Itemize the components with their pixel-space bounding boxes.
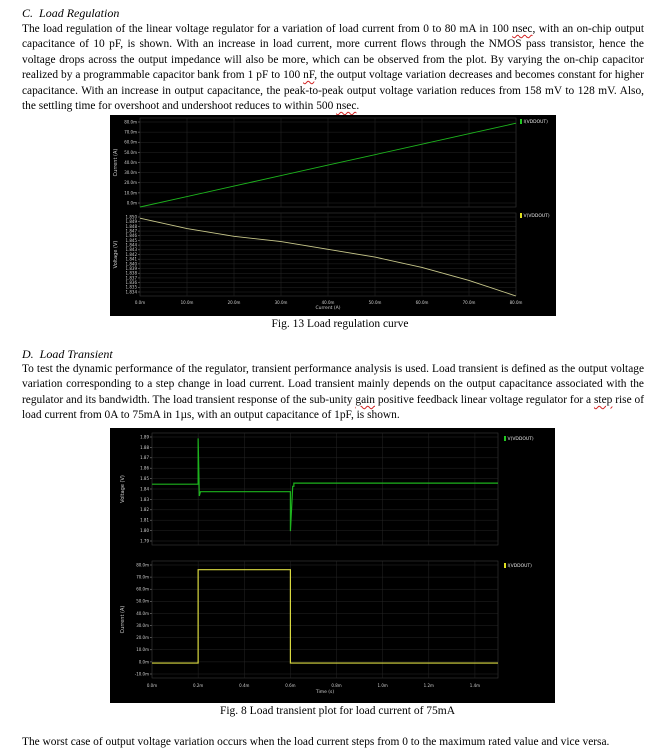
figure-13-plot — [110, 115, 556, 316]
y-tick-label: 0.0m — [138, 659, 149, 665]
y-tick-label: 1.88 — [140, 444, 149, 450]
x-tick-label: 1.0m — [377, 683, 388, 688]
y-tick-label: 1.82 — [140, 507, 149, 513]
x-tick-label: 10.0m — [180, 300, 194, 305]
y-tick-label: 70.0m — [136, 574, 149, 580]
y-tick-label: 1.79 — [140, 538, 149, 544]
plot-background — [110, 115, 556, 316]
heading-letter: C. — [22, 6, 34, 20]
y-tick-label: 1.843 — [125, 247, 137, 253]
y-tick-label: 1.849 — [125, 219, 137, 225]
y-tick-label: 1.840 — [125, 261, 137, 267]
y-tick-label: 60.0m — [136, 586, 149, 592]
x-axis-label: Current (A) — [315, 306, 341, 311]
y-tick-label: 1.845 — [125, 237, 137, 243]
x-tick-label: 40.0m — [321, 300, 335, 305]
y-tick-label: 50.0m — [124, 149, 137, 155]
y-tick-label: 30.0m — [136, 622, 149, 628]
y-axis-label: Current (A) — [120, 605, 126, 634]
x-axis-label: Time (s) — [315, 690, 335, 695]
paragraph-load-regulation: The load regulation of the linear voltage regulator for a variation of load current from 0 to 80 mA in 100 nsec, with an on-chip output capacitance of 10 pF, is shown. With an increase in load current, more current flows through the NMOS pass transistor, hence the voltage drops across the output impedance will also be more, which can be observed from the plot. By varying the on-chip capacitor realized by a programmable capacitor bank from 1 pF to 100 nF, the output voltage variation decreases and becomes constant for higher capacitance. With an increase in output capacitance, the peak-to-peak output voltage variation reduces from 158 mV to 128 mV. Also, the settling time for overshoot and undershoot reduces to within 500 nsec. — [22, 23, 644, 113]
section-heading-load-transient — [22, 347, 113, 362]
y-tick-label: 0.0m — [126, 200, 137, 206]
y-axis-label: Voltage (V) — [113, 240, 119, 269]
y-tick-label: 1.838 — [125, 270, 137, 276]
legend-label: I(VDDOUT) — [507, 564, 532, 569]
y-tick-label: 1.81 — [140, 517, 149, 523]
y-tick-label: 1.837 — [125, 275, 137, 281]
x-tick-label: 20.0m — [227, 300, 241, 305]
y-tick-label: 40.0m — [136, 610, 149, 616]
closing-sentence: The worst case of output voltage variation occurs when the load current steps from 0 to the maximum rated value and vice versa. — [22, 736, 610, 748]
legend-swatch — [520, 119, 522, 124]
section-heading-load-regulation — [22, 6, 119, 21]
y-tick-label: 60.0m — [124, 139, 137, 145]
y-tick-label: 1.87 — [140, 455, 149, 461]
y-tick-label: 50.0m — [136, 598, 149, 604]
y-tick-label: 70.0m — [124, 129, 137, 135]
y-tick-label: 1.85 — [140, 476, 149, 481]
y-tick-label: 10.0m — [136, 647, 149, 653]
y-tick-label: 1.850 — [125, 214, 137, 220]
y-tick-label: 30.0m — [124, 170, 137, 176]
x-tick-label: 50.0m — [368, 300, 382, 305]
paragraph-load-transient: To test the dynamic performance of the regulator, transient performance analysis is used. Load transient is defined as the output voltage variation corresponding to a step change in load current. Load transient mainly depends on the output capacitance associated with the regulator and its bandwidth. The load transient response of the sub-unity gain positive feedback linear voltage regulator for a step rise of load current from 0A to 75mA in 1µs, with an output capacitance of 1pF, is shown. — [22, 363, 645, 422]
x-tick-label: 0.0m — [146, 683, 158, 688]
load-regulation-chart — [110, 115, 556, 316]
y-tick-label: -10.0m — [134, 671, 149, 677]
legend-label: I(VDDOUT) — [523, 120, 548, 125]
y-tick-label: 20.0m — [124, 180, 137, 186]
legend-swatch — [504, 436, 506, 441]
y-tick-label: 1.846 — [125, 233, 137, 239]
y-tick-label: 1.834 — [125, 289, 137, 295]
y-tick-label: 1.844 — [125, 242, 137, 248]
x-tick-label: 30.0m — [274, 300, 288, 305]
y-tick-label: 10.0m — [124, 190, 137, 196]
y-tick-label: 1.847 — [125, 228, 137, 234]
y-tick-label: 40.0m — [124, 159, 137, 165]
x-tick-label: 0.0m — [134, 300, 146, 305]
heading-title: Load Regulation — [39, 6, 120, 20]
figure-8-caption: Fig. 8 Load transient plot for load current of 75mA — [219, 705, 456, 717]
legend-swatch — [520, 213, 522, 218]
x-tick-label: 1.2m — [423, 683, 434, 688]
heading-letter: D. — [22, 347, 34, 361]
legend-label: V(VDDOUT) — [523, 214, 550, 219]
y-tick-label: 1.83 — [140, 496, 149, 502]
y-tick-label: 80.0m — [136, 562, 149, 568]
y-tick-label: 1.80 — [140, 528, 149, 533]
x-tick-label: 0.2m — [193, 683, 204, 688]
y-tick-label: 1.848 — [125, 223, 137, 229]
y-tick-label: 1.842 — [125, 251, 137, 257]
legend-swatch — [504, 563, 506, 568]
y-tick-label: 1.841 — [125, 256, 137, 262]
y-tick-label: 1.835 — [125, 284, 137, 290]
y-tick-label: 1.839 — [125, 265, 137, 271]
y-tick-label: 1.86 — [140, 465, 149, 471]
x-tick-label: 80.0m — [509, 300, 523, 305]
x-tick-label: 0.6m — [285, 683, 296, 688]
y-tick-label: 80.0m — [124, 119, 137, 125]
x-tick-label: 1.4m — [469, 683, 481, 688]
legend-label: V(VDDOUT) — [507, 437, 534, 442]
x-tick-label: 60.0m — [415, 300, 429, 305]
y-axis-label: Current (A) — [113, 148, 119, 177]
figure-8-plot — [110, 428, 555, 703]
y-tick-label: 1.836 — [125, 280, 137, 286]
figure-13-caption: Fig. 13 Load regulation curve — [271, 318, 409, 330]
x-tick-label: 0.8m — [331, 683, 342, 688]
y-tick-label: 20.0m — [136, 635, 149, 641]
heading-title: Load Transient — [39, 347, 113, 361]
x-tick-label: 0.4m — [239, 683, 250, 688]
y-axis-label: Voltage (V) — [120, 475, 126, 503]
load-transient-chart — [110, 428, 555, 703]
y-tick-label: 1.84 — [140, 486, 149, 492]
x-tick-label: 70.0m — [462, 300, 476, 305]
y-tick-label: 1.89 — [140, 434, 149, 440]
